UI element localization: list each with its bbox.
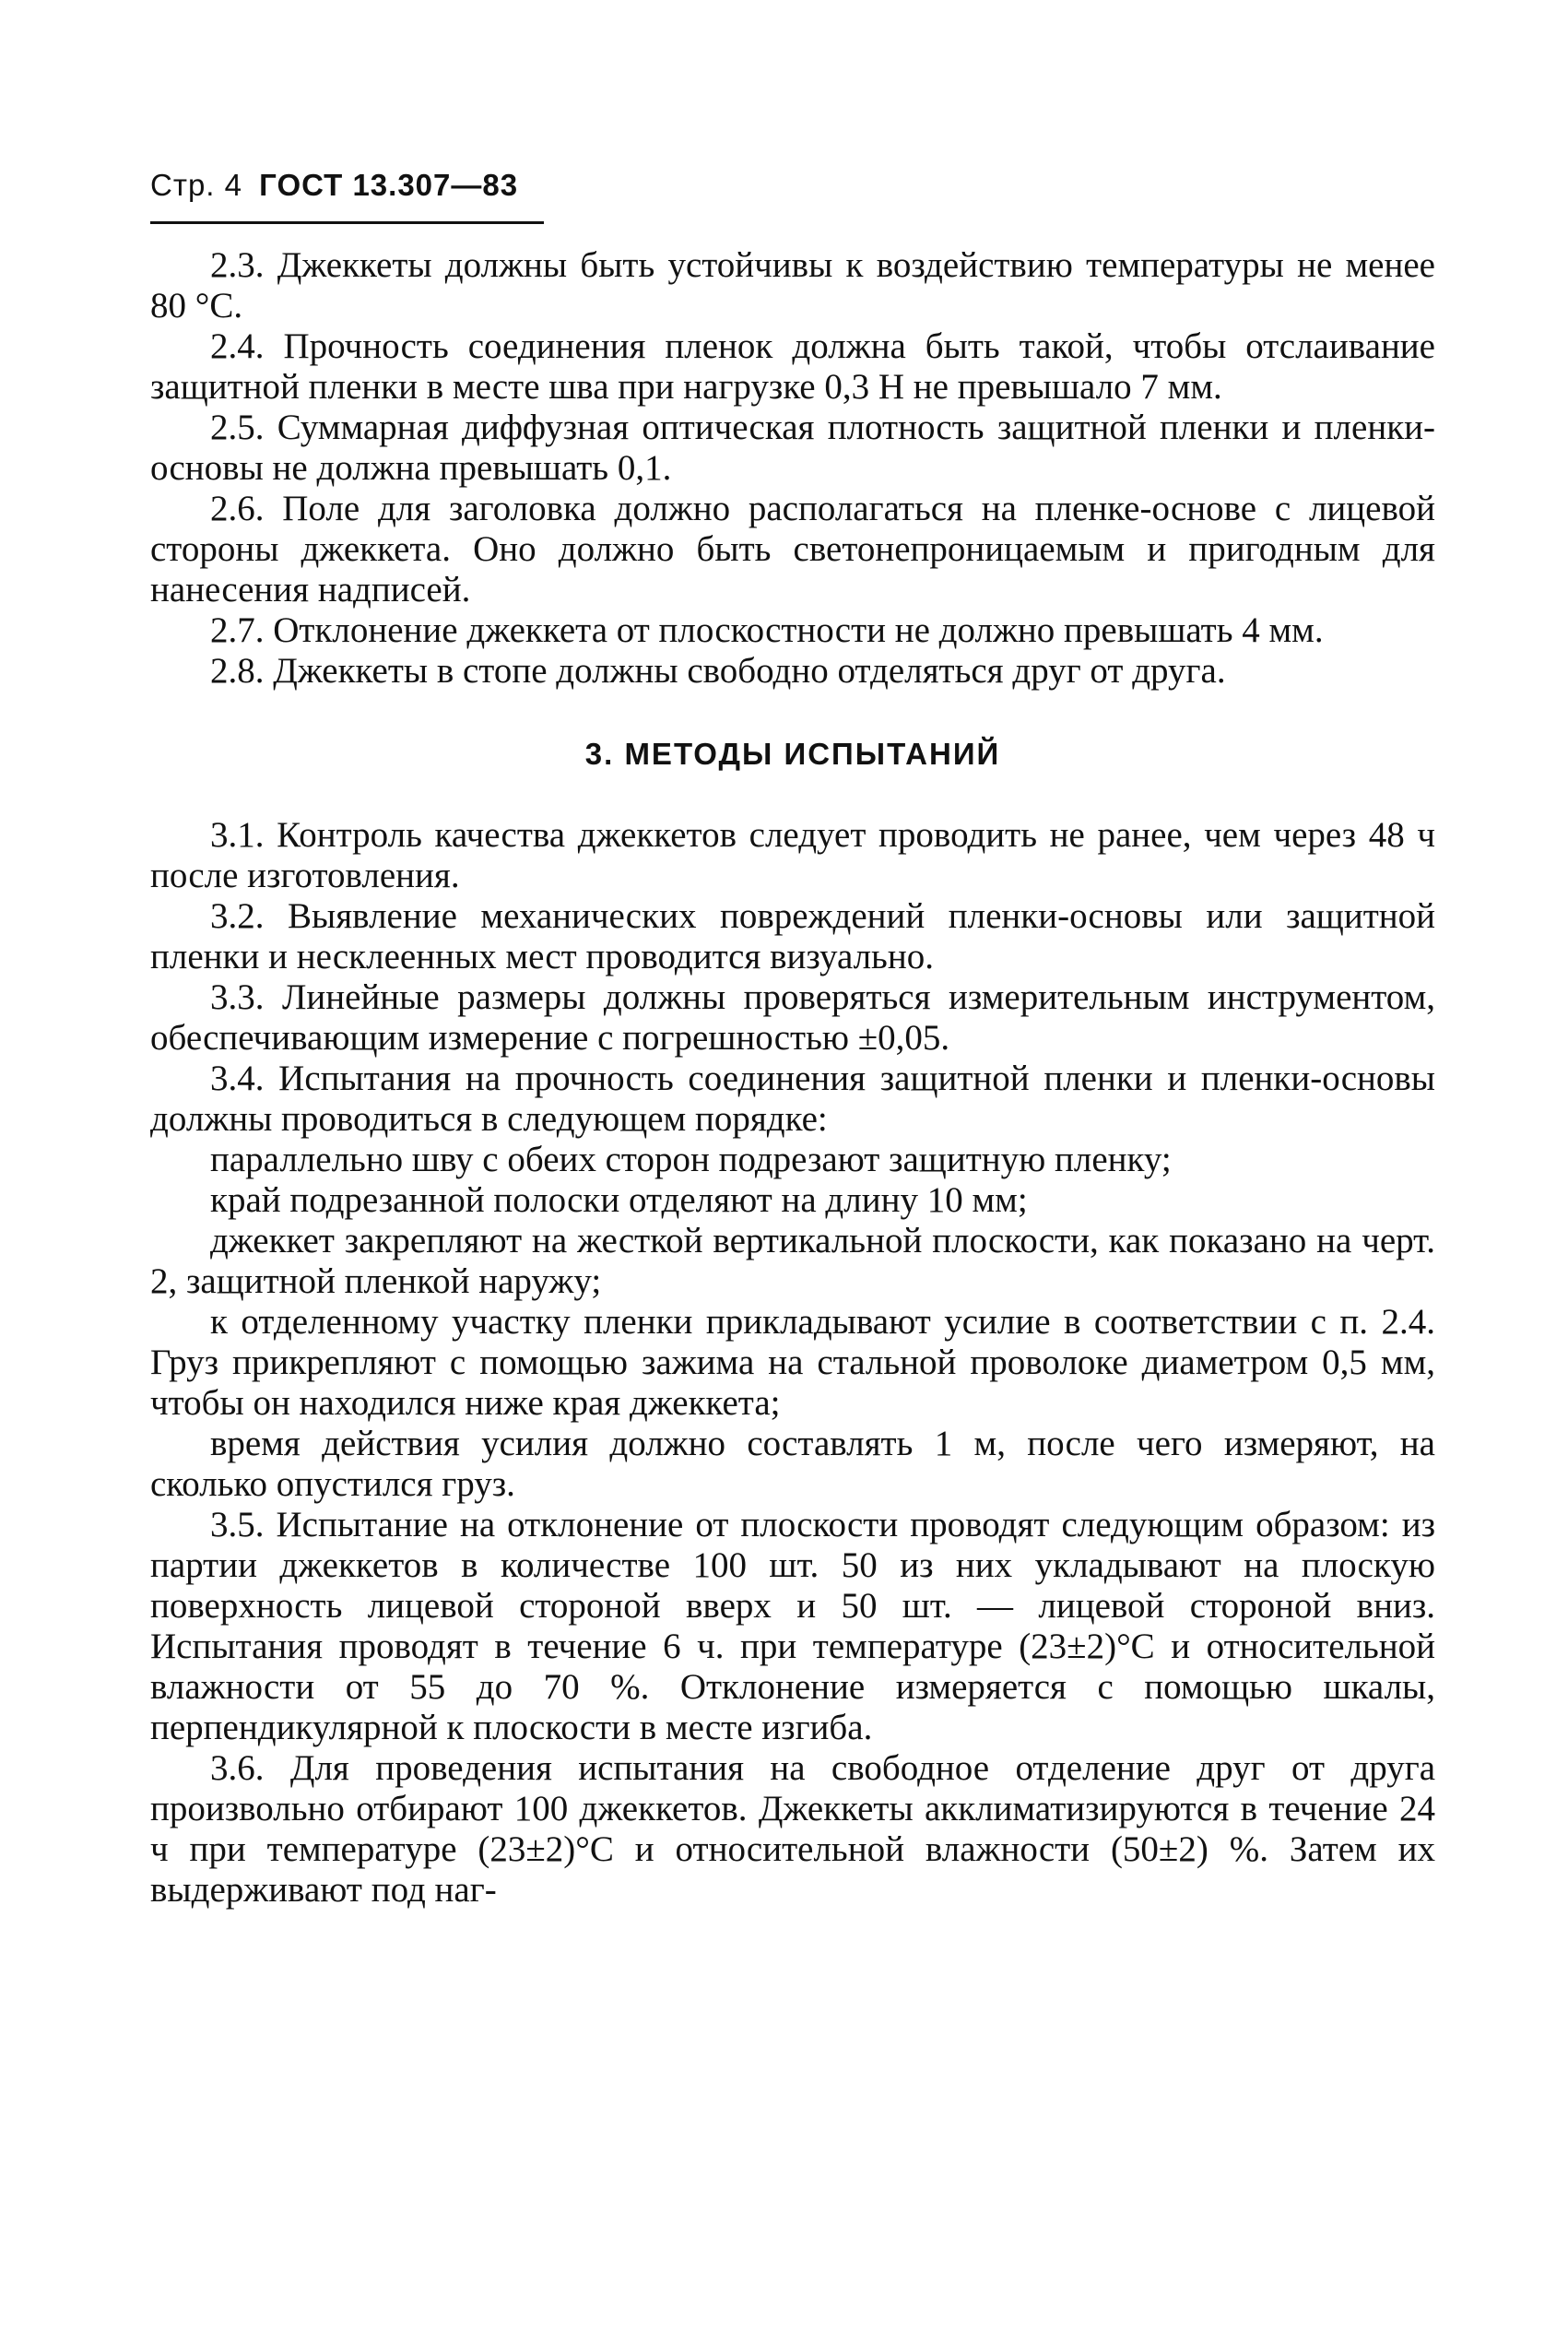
list-step-5: время действия усилия должно составлять 1 м, после чего измеряют, на сколько опустился груз. xyxy=(150,1424,1435,1504)
page-number-label: Стр. 4 xyxy=(150,168,242,202)
list-step-2: край подрезанной полоски отделяют на длину 10 мм; xyxy=(210,1180,1028,1220)
standard-designation: ГОСТ 13.307—83 xyxy=(259,168,519,202)
list-step-1: параллельно шву с обеих сторон подрезают защитную пленку; xyxy=(210,1140,1172,1179)
paragraph-3-6: 3.6. Для проведения испытания на свободное отделение друг от друга произвольно отбирают 100 джеккетов. Джеккеты акклиматизируются в течение 24 ч при температуре (23±2)°С и относительной влажности (50±2) %. Затем их выдерживают под наг- xyxy=(150,1748,1435,1910)
paragraph-2-5: 2.5. Суммарная диффузная оптическая плотность защитной пленки и пленки-основы не должна превышать 0,1. xyxy=(150,408,1435,488)
paragraph-2-8: 2.8. Джеккеты в стопе должны свободно отделяться друг от друга. xyxy=(210,651,1226,691)
list-step-3: джеккет закрепляют на жесткой вертикальной плоскости, как показано на черт. 2, защитной пленкой наружу; xyxy=(150,1221,1435,1301)
paragraph-2-3: 2.3. Джеккеты должны быть устойчивы к воздействию температуры не менее 80 °C. xyxy=(150,245,1435,325)
paragraph-3-4: 3.4. Испытания на прочность соединения защитной пленки и пленки-основы должны проводиться в следующем порядке: xyxy=(150,1059,1435,1139)
section-heading: 3. МЕТОДЫ ИСПЫТАНИЙ xyxy=(584,737,1001,771)
paragraph-3-1: 3.1. Контроль качества джеккетов следует проводить не ранее, чем через 48 ч после изготовления. xyxy=(150,815,1435,895)
body-text xyxy=(150,245,1435,1911)
header-rule xyxy=(150,221,544,224)
list-step-4: к отделенному участку пленки прикладывают усилие в соответствии с п. 2.4. Груз прикрепляют с помощью зажима на стальной проволоке диаметром 0,5 мм, чтобы он находился ниже края джеккета; xyxy=(150,1302,1435,1423)
paragraph-2-4: 2.4. Прочность соединения пленок должна быть такой, чтобы отслаивание защитной пленки в месте шва при нагрузке 0,3 Н не превышало 7 мм. xyxy=(150,326,1435,407)
paragraph-2-7: 2.7. Отклонение джеккета от плоскостности не должно превышать 4 мм. xyxy=(210,610,1324,650)
paragraph-3-2: 3.2. Выявление механических повреждений пленки-основы или защитной пленки и несклеенных мест проводится визуально. xyxy=(150,896,1435,976)
paragraph-3-3: 3.3. Линейные размеры должны проверяться измерительным инструментом, обеспечивающим измерение с погрешностью ±0,05. xyxy=(150,977,1435,1058)
paragraph-3-5: 3.5. Испытание на отклонение от плоскости проводят следующим образом: из партии джеккетов в количестве 100 шт. 50 из них укладывают на плоскую поверхность лицевой стороной вверх и 50 шт. — лицевой стороной вниз. Испытания проводят в течение 6 ч. при температуре (23±2)°С и относительной влажности от 55 до 70 %. Отклонение измеряется с помощью шкалы, перпендикулярной к плоскости в месте изгиба. xyxy=(150,1505,1435,1747)
running-header xyxy=(150,168,518,203)
paragraph-2-6: 2.6. Поле для заголовка должно располагаться на пленке-основе с лицевой стороны джеккета. Оно должно быть светонепроницаемым и пригодным для нанесения надписей. xyxy=(150,489,1435,609)
